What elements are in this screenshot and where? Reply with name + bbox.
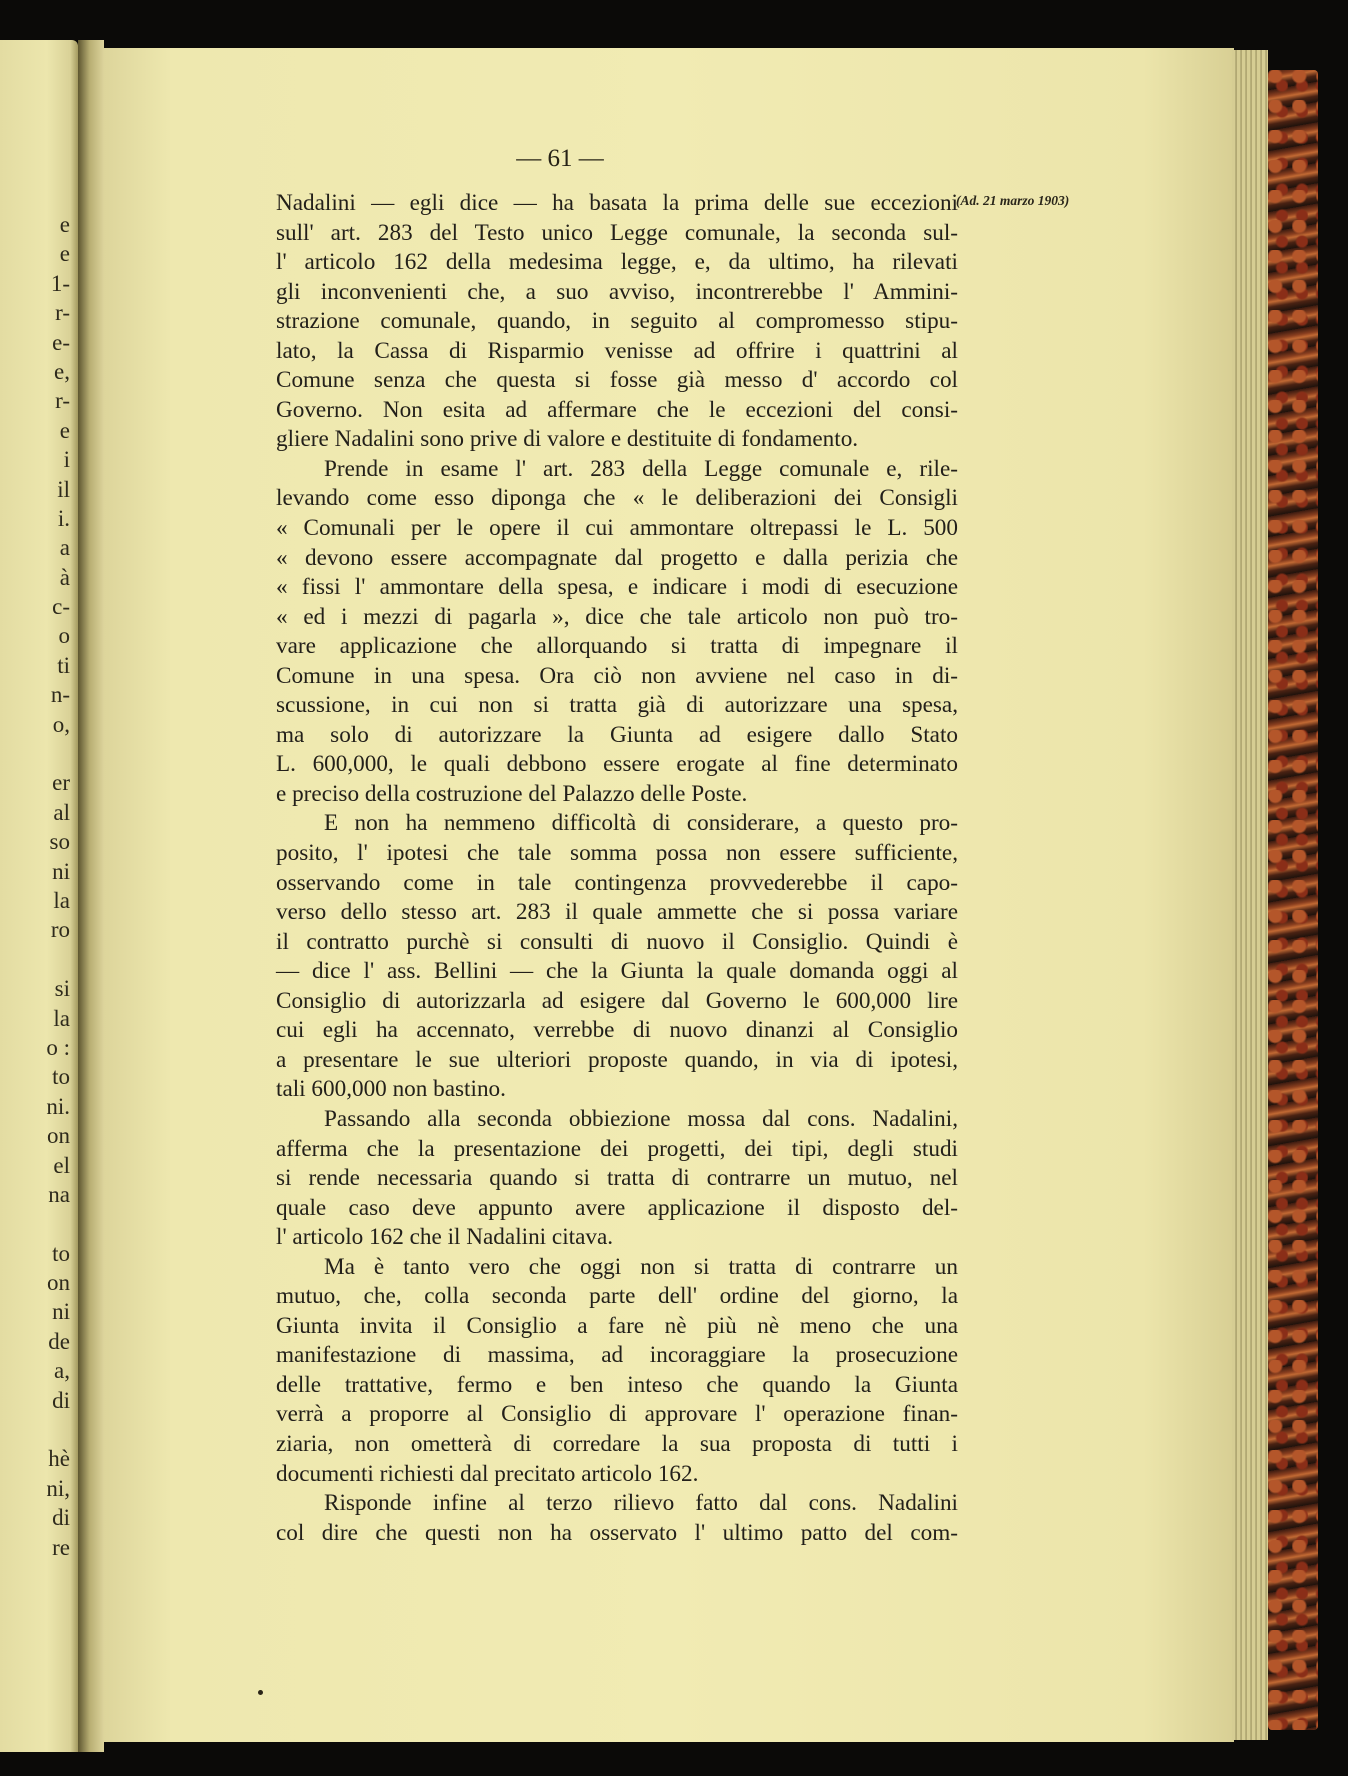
page-number: — 61 — <box>516 145 604 172</box>
left-fragment: la <box>53 887 70 913</box>
left-fragment <box>0 945 70 974</box>
page-edges <box>1232 50 1268 1740</box>
text-line: lato, la Cassa di Risparmio venisse ad offrire i quattrini al <box>276 337 958 364</box>
left-fragment: to <box>52 1240 70 1266</box>
text-line: Ma è tanto vero che oggi non si tratta di contrarre un <box>324 1253 958 1280</box>
text-line: a presentare le sue ulteriori proposte quando, in via di ipotesi, <box>276 1046 958 1073</box>
left-fragment: de <box>48 1328 70 1354</box>
left-fragment: ni <box>52 858 70 884</box>
text-line: ma solo di autorizzare la Giunta ad esigere dallo Stato <box>276 721 958 748</box>
left-fragment: si <box>54 976 70 1002</box>
text-line: l' articolo 162 della medesima legge, e, da ultimo, ha rilevati <box>276 249 958 276</box>
text-line: strazione comunale, quando, in seguito al compromesso stipu- <box>276 308 958 335</box>
text-line: afferma che la presentazione dei progetti, dei tipi, degli studi <box>276 1135 958 1162</box>
text-line: verso dello stesso art. 283 il quale ammette che si possa variare <box>276 899 958 926</box>
text-line: Consiglio di autorizzarla ad esigere dal Governo le 600,000 lire <box>276 987 958 1014</box>
left-facing-page <box>0 40 78 1752</box>
body-text <box>276 189 958 1548</box>
left-fragment: on <box>47 1270 70 1296</box>
text-line: col dire che questi non ha osservato l' ultimo patto del com- <box>276 1519 958 1546</box>
left-page-text-fragments <box>0 210 70 1562</box>
marbled-cover-edge <box>1268 70 1318 1730</box>
text-line: si rende necessaria quando si tratta di contrarre un mutuo, nel <box>276 1165 958 1192</box>
left-fragment: er <box>52 770 70 796</box>
left-fragment <box>0 739 70 768</box>
left-fragment: so <box>49 829 70 855</box>
left-fragment: di <box>52 1387 70 1413</box>
left-fragment: to <box>52 1064 70 1090</box>
left-fragment: c- <box>52 594 70 620</box>
left-fragment: o : <box>46 1034 70 1060</box>
text-line: cui egli ha accennato, verrebbe di nuovo dinanzi al Consiglio <box>276 1017 958 1044</box>
text-line: E non ha nemmeno difficoltà di considerare, a questo pro- <box>324 810 958 837</box>
left-fragment: e <box>59 212 70 237</box>
left-fragment: o <box>58 623 70 649</box>
left-fragment: à <box>59 564 70 590</box>
text-line: e preciso della costruzione del Palazzo delle Poste. <box>276 780 748 807</box>
text-line: Governo. Non esita ad affermare che le eccezioni del consi- <box>276 396 958 423</box>
text-line: — dice l' ass. Bellini — che la Giunta la quale domanda oggi al <box>276 958 958 985</box>
left-fragment: e- <box>52 329 70 355</box>
text-line: tali 600,000 non bastino. <box>276 1076 506 1103</box>
left-fragment: il <box>57 476 70 502</box>
left-fragment: el <box>53 1152 70 1178</box>
text-line: osservando come in tale contingenza provvederebbe il capo- <box>276 869 958 896</box>
left-fragment: al <box>53 799 70 825</box>
text-line: Comune in una spesa. Ora ciò non avviene nel caso in di- <box>276 662 958 689</box>
text-line: Nadalini — egli dice — ha basata la prima delle sue eccezioni <box>276 190 958 216</box>
book-gutter <box>78 40 104 1752</box>
left-fragment: ni <box>52 1299 70 1325</box>
left-fragment: hè <box>48 1446 70 1472</box>
left-fragment: re <box>52 1534 70 1560</box>
left-fragment: i. <box>57 505 70 531</box>
text-line: il contratto purchè si consulti di nuovo il Consiglio. Quindi è <box>276 928 958 955</box>
text-line: manifestazione di massima, ad incoraggiare la prosecuzione <box>276 1342 958 1369</box>
text-line: sull' art. 283 del Testo unico Legge comunale, la seconda sul- <box>276 219 958 246</box>
text-line: Risponde infine al terzo rilievo fatto dal cons. Nadalini <box>324 1490 958 1517</box>
text-line: documenti richiesti dal precitato articolo 162. <box>276 1460 699 1487</box>
text-line: « Comunali per le opere il cui ammontare oltrepassi le L. 500 <box>276 515 958 542</box>
left-fragment <box>0 1209 70 1238</box>
left-fragment: la <box>53 1005 70 1031</box>
left-fragment: on <box>47 1123 70 1149</box>
text-line: Prende in esame l' art. 283 della Legge comunale e, rile- <box>324 455 958 482</box>
left-fragment: r- <box>55 300 70 326</box>
left-fragment: a <box>59 535 70 561</box>
text-line: L. 600,000, le quali debbono essere erogate al fine determinato <box>276 751 958 778</box>
left-fragment: e, <box>54 358 70 384</box>
left-fragment: 1- <box>50 270 70 296</box>
left-fragment: e <box>59 417 70 443</box>
text-line: levando come esso diponga che « le deliberazioni dei Consigli <box>276 485 958 512</box>
left-fragment: a, <box>54 1358 70 1384</box>
text-line: mutuo, che, colla seconda parte dell' ordine del giorno, la <box>276 1283 958 1310</box>
text-line: vare applicazione che allorquando si tratta di impegnare il <box>276 633 958 660</box>
margin-date-note: (Ad. 21 marzo 1903) <box>956 193 1070 208</box>
left-fragment: o, <box>52 711 70 737</box>
text-line: « ed i mezzi di pagarla », dice che tale articolo non può tro- <box>276 603 958 630</box>
left-fragment: e <box>59 241 70 267</box>
ink-dot <box>258 1690 263 1695</box>
text-line: « devono essere accompagnate dal progetto e dalla perizia che <box>276 544 958 571</box>
text-line: gliere Nadalini sono prive di valore e destituite di fondamento. <box>276 426 859 453</box>
left-fragment: ni, <box>46 1475 70 1501</box>
text-line: scussione, in cui non si tratta già di autorizzare una spesa, <box>276 692 958 719</box>
left-fragment: na <box>48 1181 70 1207</box>
text-line: l' articolo 162 che il Nadalini citava. <box>276 1224 614 1251</box>
left-fragment: ni. <box>46 1093 70 1119</box>
text-line: verrà a proporre al Consiglio di approvare l' operazione finan- <box>276 1401 958 1428</box>
left-fragment: ti <box>57 652 70 678</box>
text-line: Passando alla seconda obbiezione mossa dal cons. Nadalini, <box>324 1105 958 1132</box>
text-line: posito, l' ipotesi che tale somma possa non essere sufficiente, <box>276 840 958 867</box>
text-line: delle trattative, fermo e ben inteso che quando la Giunta <box>276 1371 958 1398</box>
text-line: ziaria, non ometterà di corredare la sua proposta di tutti i <box>276 1430 958 1457</box>
left-fragment: i <box>63 447 70 473</box>
text-line: quale caso deve appunto avere applicazione il disposto del- <box>276 1194 958 1221</box>
text-line: gli inconvenienti che, a suo avviso, incontrerebbe l' Ammini- <box>276 278 958 305</box>
text-line: Giunta invita il Consiglio a fare nè più nè meno che una <box>276 1312 958 1339</box>
left-fragment <box>0 1415 70 1444</box>
left-fragment: di <box>52 1505 70 1531</box>
left-fragment: r- <box>55 388 70 414</box>
left-fragment: ro <box>50 917 70 943</box>
left-fragment: n- <box>50 682 70 708</box>
text-line: « fissi l' ammontare della spesa, e indicare i modi di esecuzione <box>276 574 958 601</box>
text-line: Comune senza che questa si fosse già messo d' accordo col <box>276 367 958 394</box>
